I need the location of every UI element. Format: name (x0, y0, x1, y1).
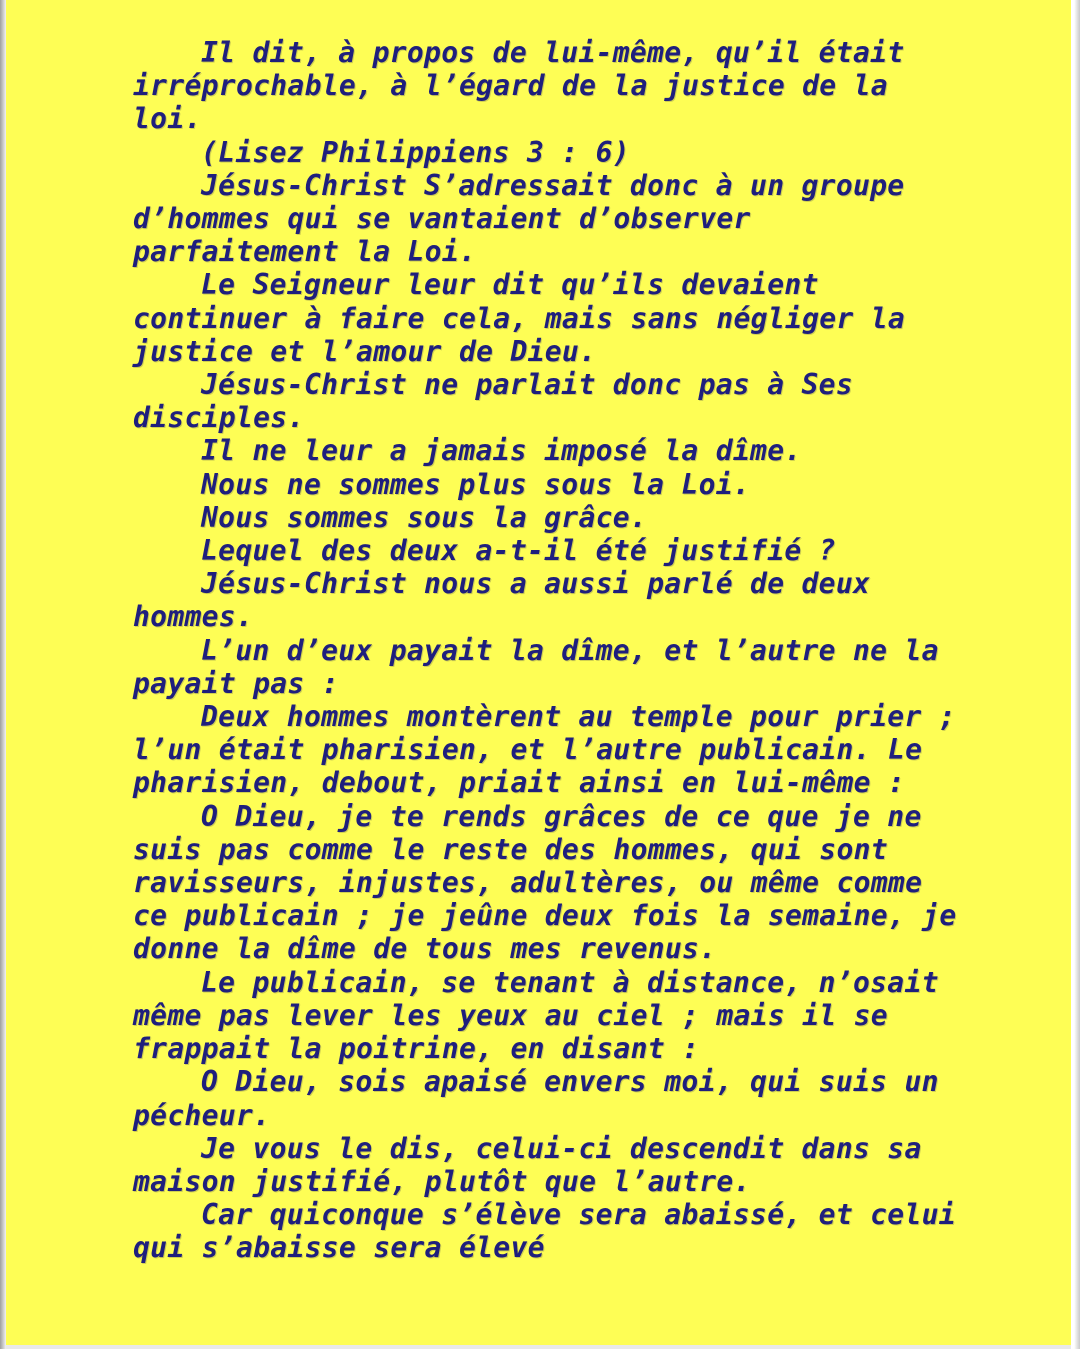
text-line: O Dieu, je te rends grâces de ce que je ne (201, 799, 922, 833)
text-line: payait pas : (133, 666, 339, 700)
scan-right-margin (1071, 0, 1080, 1349)
text-line: O Dieu, sois apaisé envers moi, qui suis un (201, 1065, 939, 1099)
text-line: Il dit, à propos de lui-même, qu’il était (201, 36, 905, 69)
text-line: pécheur. (133, 1098, 271, 1132)
text-line: Jésus-Christ S’adressait donc à un groupe (201, 168, 905, 202)
text-line: Je vous le dis, celui-ci descendit dans sa (201, 1131, 922, 1165)
text-line: frappait la poitrine, en disant : (133, 1032, 700, 1066)
text-line: Jésus-Christ nous a aussi parlé de deux (201, 567, 871, 601)
text-line: Il ne leur a jamais imposé la dîme. (201, 434, 802, 468)
text-line: loi. (133, 102, 202, 136)
text-line: l’un était pharisien, et l’autre publicain. Le (133, 733, 923, 767)
text-line: justice et l’amour de Dieu. (133, 334, 597, 368)
page-background (6, 0, 1071, 1345)
text-line: donne la dîme de tous mes revenus. (133, 932, 717, 966)
text-line: même pas lever les yeux au ciel ; mais il se (133, 998, 888, 1032)
text-line: ravisseurs, injustes, adultères, ou même comme (133, 866, 923, 900)
text-line: Nous ne sommes plus sous la Loi. (201, 467, 751, 501)
text-line: hommes. (133, 600, 254, 634)
text-line: (Lisez Philippiens 3 : 6) (201, 135, 630, 169)
text-line: irréprochable, à l’égard de la justice de la (133, 69, 888, 103)
text-line: continuer à faire cela, mais sans négliger la (133, 301, 906, 335)
text-line: Deux hommes montèrent au temple pour prier ; (201, 700, 956, 734)
text-line: parfaitement la Loi. (133, 235, 477, 269)
text-line: L’un d’eux payait la dîme, et l’autre ne la (201, 633, 939, 667)
scan-left-margin (0, 0, 6, 1349)
text-line: Le Seigneur leur dit qu’ils devaient (201, 268, 819, 302)
scan-bottom-margin (6, 1345, 1071, 1349)
text-line: Le publicain, se tenant à distance, n’osait (201, 965, 939, 999)
document-text (133, 36, 971, 1265)
text-line: maison justifié, plutôt que l’autre. (133, 1164, 751, 1198)
text-line: disciples. (133, 401, 305, 435)
text-line: pharisien, debout, priait ainsi en lui-même : (133, 766, 906, 800)
text-line: Lequel des deux a-t-il été justifié ? (201, 534, 836, 568)
text-line: Nous sommes sous la grâce. (201, 500, 648, 534)
text-line: d’hommes qui se vantaient d’observer (133, 202, 751, 236)
text-line: Jésus-Christ ne parlait donc pas à Ses (201, 368, 853, 402)
text-line: suis pas comme le reste des hommes, qui sont (133, 832, 888, 866)
text-line: Car quiconque s’élève sera abaissé, et celui (201, 1198, 956, 1232)
text-line: ce publicain ; je jeûne deux fois la semaine, je (133, 899, 957, 933)
text-line: qui s’abaisse sera élevé (133, 1231, 545, 1265)
